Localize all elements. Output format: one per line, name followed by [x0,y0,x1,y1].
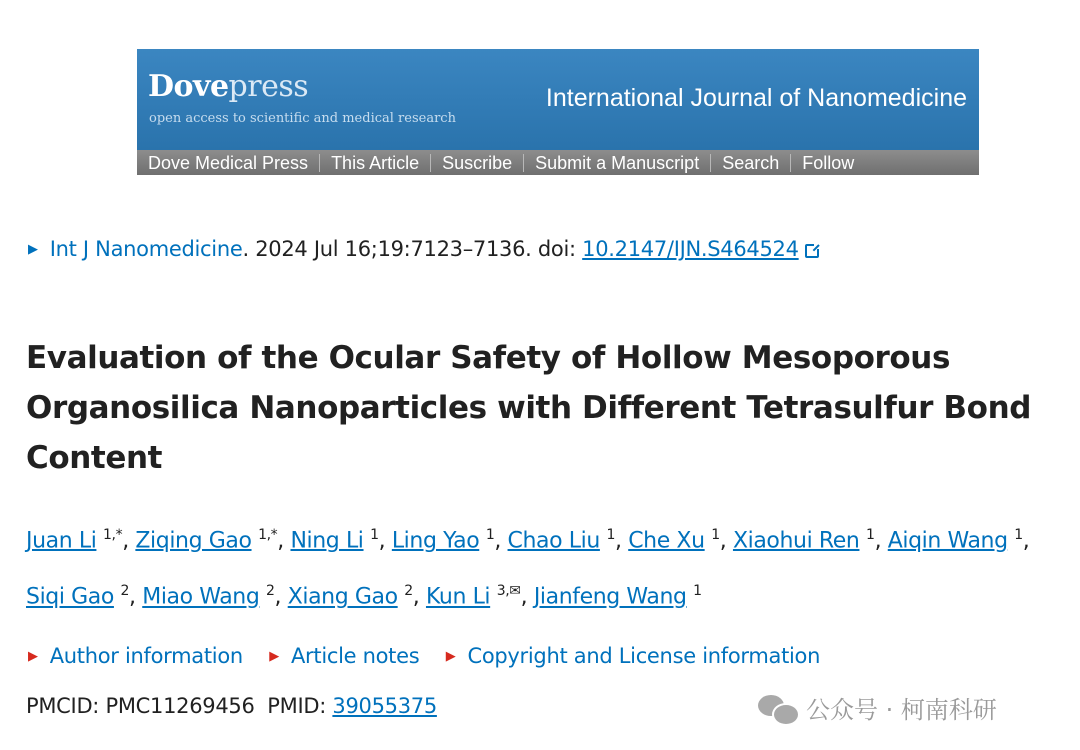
journal-title: International Journal of Nanomedicine [545,84,967,112]
author-link[interactable]: Ning Li [290,528,364,554]
affiliation-marker: 3,✉ [496,583,521,600]
affiliation-marker: 1 [1014,527,1023,543]
article-notes-toggle[interactable] [269,644,419,668]
author-information-label: Author information [49,644,243,668]
affiliation-marker: 1,* [258,527,278,543]
author-link[interactable]: Jianfeng Wang [533,584,687,610]
affiliation-marker: 2 [266,583,275,600]
banner-tagline: open access to scientific and medical research [149,111,456,126]
author-link[interactable]: Juan Li [26,528,97,554]
author-link[interactable]: Ziqing Gao [135,528,252,554]
pmid-label: PMID: [267,694,333,718]
affiliation-marker: 1,* [103,527,123,543]
nav-subscribe[interactable]: Suscribe [431,154,524,172]
watermark [758,690,997,725]
nav-this-article[interactable]: This Article [320,154,431,172]
affiliation-marker: 1 [370,527,379,543]
article-info-links [28,644,840,668]
wechat-icon [758,693,798,723]
nav-dove-medical-press[interactable]: Dove Medical Press [137,154,320,172]
author-link[interactable]: Aiqin Wang [887,528,1008,554]
article-title: Evaluation of the Ocular Safety of Hollow Mesoporous Organosilica Nanoparticles with Different Tetrasulfur Bond Content [26,340,1032,476]
pmcid-label: PMCID: [26,694,106,718]
author-link[interactable]: Kun Li [425,584,491,610]
affiliation-marker: 1 [606,527,616,543]
nav-search[interactable]: Search [711,154,791,172]
pmid-link[interactable]: 39055375 [332,694,437,718]
nav-submit-manuscript[interactable]: Submit a Manuscript [524,154,711,172]
author-link[interactable]: Miao Wang [142,584,260,610]
citation-details: . 2024 Jul 16;19:7123–7136. doi: [242,237,583,261]
affiliation-marker: 2 [120,583,130,600]
author-link[interactable]: Che Xu [628,528,705,554]
doi-link[interactable]: 10.2147/IJN.S464524 [582,237,799,261]
article-notes-label: Article notes [290,644,420,668]
journal-banner [137,49,979,175]
article-ids [26,694,437,718]
logo-bold: Dove [148,69,229,104]
citation-line [28,237,819,261]
affiliation-marker: 1 [866,527,875,543]
journal-link[interactable]: Int J Nanomedicine [49,237,243,261]
pmcid-value: PMC11269456 [105,694,255,718]
external-link-icon[interactable] [805,244,819,258]
expand-triangle-icon: ▶ [445,649,456,664]
author-link[interactable]: Ling Yao [391,528,480,554]
banner-header [137,49,979,150]
author-link[interactable]: Chao Liu [507,528,600,554]
author-link[interactable]: Siqi Gao [26,584,114,610]
expand-triangle-icon: ▶ [28,649,38,664]
expand-triangle-icon: ▶ [269,649,279,664]
author-list: Juan Li $^{1,*}$, Ziqing Gao $^{1,*}$, Ning Li $^1$, Ling Yao $^1$, Chao Liu $^1$, Che Xu $^1$, Xiaohui Ren $^1$, Aiqin Wang $^1$, Siqi Gao $^2$, Miao Wang $^2$, Xiang Gao $^2$, Kun Li $^{3,✉}$, Jianfeng Wang $^1$ [26,527,1030,610]
author-link[interactable]: Xiang Gao [287,584,398,610]
affiliation-marker: 2 [404,583,413,600]
watermark-text: 公众号 · 柯南科研 [806,696,997,724]
banner-nav [137,150,979,175]
author-information-toggle[interactable] [28,644,243,668]
copyright-license-toggle[interactable] [446,644,820,668]
expand-triangle-icon[interactable]: ▶ [28,242,38,257]
logo-light: press [228,69,309,104]
copyright-license-label: Copyright and License information [467,644,821,668]
affiliation-marker: 1 [485,527,495,543]
affiliation-marker: 1 [711,527,720,543]
nav-follow[interactable]: Follow [802,152,855,173]
author-link[interactable]: Xiaohui Ren [732,528,860,554]
affiliation-marker: 1 [693,583,702,600]
dovepress-logo[interactable] [148,69,308,104]
